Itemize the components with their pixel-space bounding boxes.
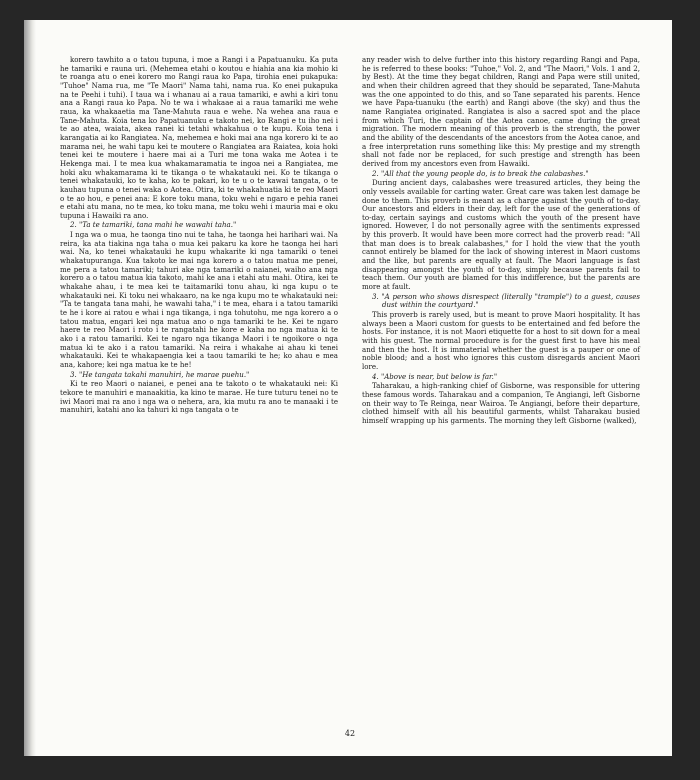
page-number: 42	[344, 729, 356, 738]
page-gutter-shadow	[24, 20, 36, 756]
left-column-maori	[60, 56, 338, 415]
proverb-heading-2-maori: 2. "Ta te tamariki, tana mahi he wawahi taha."	[70, 220, 237, 230]
proverb-heading-2-english: 2. "All that the young people do, is to break the calabashes."	[372, 168, 589, 178]
right-paragraph: This proverb is rarely used, but is meant to prove Maori hospitality. It has always been a Maori custom for guests to be entertained and fed before the hosts. For instance, it is not Maori etiquette for a host to sit down for a meal with his guest. The normal procedure is for the guest first to have his meal and then the host. It is immaterial whether the guest is a pauper or one of noble blood; and a host who ignores this custom disregards ancient Maori lore.	[362, 310, 640, 371]
right-paragraph: Taharakau, a high-ranking chief of Gisborne, was responsible for uttering these famous words. Taharakau and a companion, Te Angiangi, left Gisborne on their way to Te Reinga, near Wairoa. Te Angiangi, before their departure, clothed himself with all his beautiful garments, whilst Taharakau busied himself wrapping up his garments. The morning they left Gisborne (walked),	[362, 381, 640, 425]
right-paragraph: During ancient days, calabashes were treasured articles, they being the only vessels available for carting water. Great care was taken lest damage be done to them. This proverb is meant as a charge against the youth of to-day. Our ancestors and elders in their day, left for the use of the generations of to-day, certain sayings and customs which the youth of the present have ignored. However, I do not personally agree with the sentiments expressed by this proverb. It would have been more correct had the proverb read: "All that man does is to break calabashes," for I hold the view that the youth cannot entirely be blamed for the lack of showing interest in Maori customs and the like, but parents are equally at fault. The Maori language is fast disappearing amongst the youth of to-day, simply because parents fail to teach them. Our youth are blamed for this indifference, but the parents are more at fault.	[362, 178, 640, 292]
left-paragraph: I nga wa o mua, he taonga tino nui te taha, he taonga hei harihari wai. Na reira, ka ata tiakina nga taha o mua kei pakaru ka kore he taonga hei hari wai. Na, ko tenei whakatauki he kupu whakarite ki nga tamariki o tenei whakatupuranga. Kua takoto ke mai nga korero a o tatou matua me penei, me pera a tatou tamariki; tahuri ake nga tamariki o naianei, waiho ana nga korero a o tatou matua kia takoto, mahi ke ana i etahi atu mahi. Otira, kei te whakahe ahau, i te mea kei te taitamariki tonu ahau, ki nga kupu o te whakatauki nei. Ki toku nei whakaaro, na ke nga kupu mo te whakatauki nei: "Ta te tangata tana mahi, he wawahi taha," i te mea, ehara i a tatou tamariki te he i kore ai ratou e whai i nga tikanga, i nga tohutohu, me nga korero a o tatou matua, engari kei nga matua ano o nga tamariki te he. Kei te ngaro haere te reo Maori i roto i te rangatahi he kore e kaha no nga matua ki te ako i a ratou tamariki. Kei te ngaro nga tikanga Maori i te ngoikore o nga matua ki te ako i a ratou tamariki. Na reira i whakahe ai ahau ki tenei whakatauki. Kei te whakapaengia kei a taou tamariki te he; ko ahau e mea ana, kahore; kei nga matua ke te he!	[60, 230, 338, 369]
left-paragraph: Ki te reo Maori o naianei, e penei ana te takoto o te whakatauki nei: Ki tekore te manuhiri e manaakitia, ka kino te marae. He ture tuturu tenei no te iwi Maori mai ra ano i nga wa o nehera, ara, kia mutu ra ano te manaaki i te manuhiri, katahi ano ka tahuri ki nga tangata o te	[60, 379, 338, 415]
right-column-english	[362, 56, 640, 426]
proverb-heading-4-english: 4. "Above is near, but below is far."	[372, 371, 498, 381]
proverb-heading-3-english: 3. "A person who shows disrespect (literally "trample") to a guest, causes dust within the courtyard."	[372, 291, 640, 310]
left-paragraph: korero tawhito a o tatou tupuna, i moe a Rangi i a Papatuanuku. Ka puta he tamariki e rauna uri. (Mehemea etahi o koutou e hiahia ana kia mohio ki te roanga atu o enei korero mo Rangi raua ko Papa, tirohia enei pukapuka: "Tuhoe" Nama rua, me "Te Maori" Nama tahi, nama rua. Ko enei pukapuka na te Peehi i tuhi). I taua wa i whanau ai a raua tamariki, e awhi a kiri tonu ana a Rangi raua ko Papa. No te wa i whakaae ai a raua tamariki me wehe raua, ka whakaaetia ma Tane-Mahuta raua e wehe. Na wehea ana raua e Tane-Mahuta. Koia tena ko Papatuanuku e takoto nei, ko Rangi e tu iho nei i te ao atea, waiata, akea ranei ki tetahi whakahua o te kupu. Koia tena i karangatia ai ko Rangiatea. Na, mehemea e hoki mai ana nga korero ki te ao marama nei, he wahi tapu kei te moutere o Rangiatea ara Raiatea, koia hoki tenei kei te moutere i haere mai ai a Turi me tona waka me Aotea i te Hekenga mai. I te mea kua whakamaramatia te ingoa nei a Rangiatea, me hoki aku whakamarama ki te tikanga o te whakatauki nei. Ko te tikanga o tenei whakatauki, ko te kaha, ko te pakari, ko te u o te kawai tangata, o te kauhau tupuna o tenei waka o Aotea. Otira, ki te whakahuatia ki te reo Maori o te ao hou, e penei ana: E kore toku mana, toku wehi e ngaro e pehia ranei e etahi atu mana, no te mea, ko toku mana, me toku wehi i mauria mai e oku tupuna i Hawaiki ra ano.	[60, 55, 338, 220]
right-paragraph: any reader wish to delve further into this history regarding Rangi and Papa, he is referred to these books: "Tuhoe," Vol. 2, and "The Maori," Vols. 1 and 2, by Best). At the time they begat children, Rangi and Papa were still united, and when their children agreed that they should be separated, Tane-Mahuta was the one appointed to do this, and so Tane separated his parents. Hence we have Papa-tuanuku (the earth) and Rangi above (the sky) and thus the name Rangiatea originated. Rangiatea is also a sacred spot and the place from which Turi, the captain of the Aotea canoe, came during the great migration. The modern meaning of this proverb is the strength, the power and the ability of the descendants of the ancestors from the Aotea canoe, and a free interpretation runs something like this: My prestige and my strength shall not fade nor be replaced, for such prestige and strength has been derived from my ancestors even from Hawaiki.	[362, 55, 640, 168]
proverb-heading-3-maori: 3. "He tangata takahi manuhiri, he marae puehu."	[70, 369, 250, 379]
